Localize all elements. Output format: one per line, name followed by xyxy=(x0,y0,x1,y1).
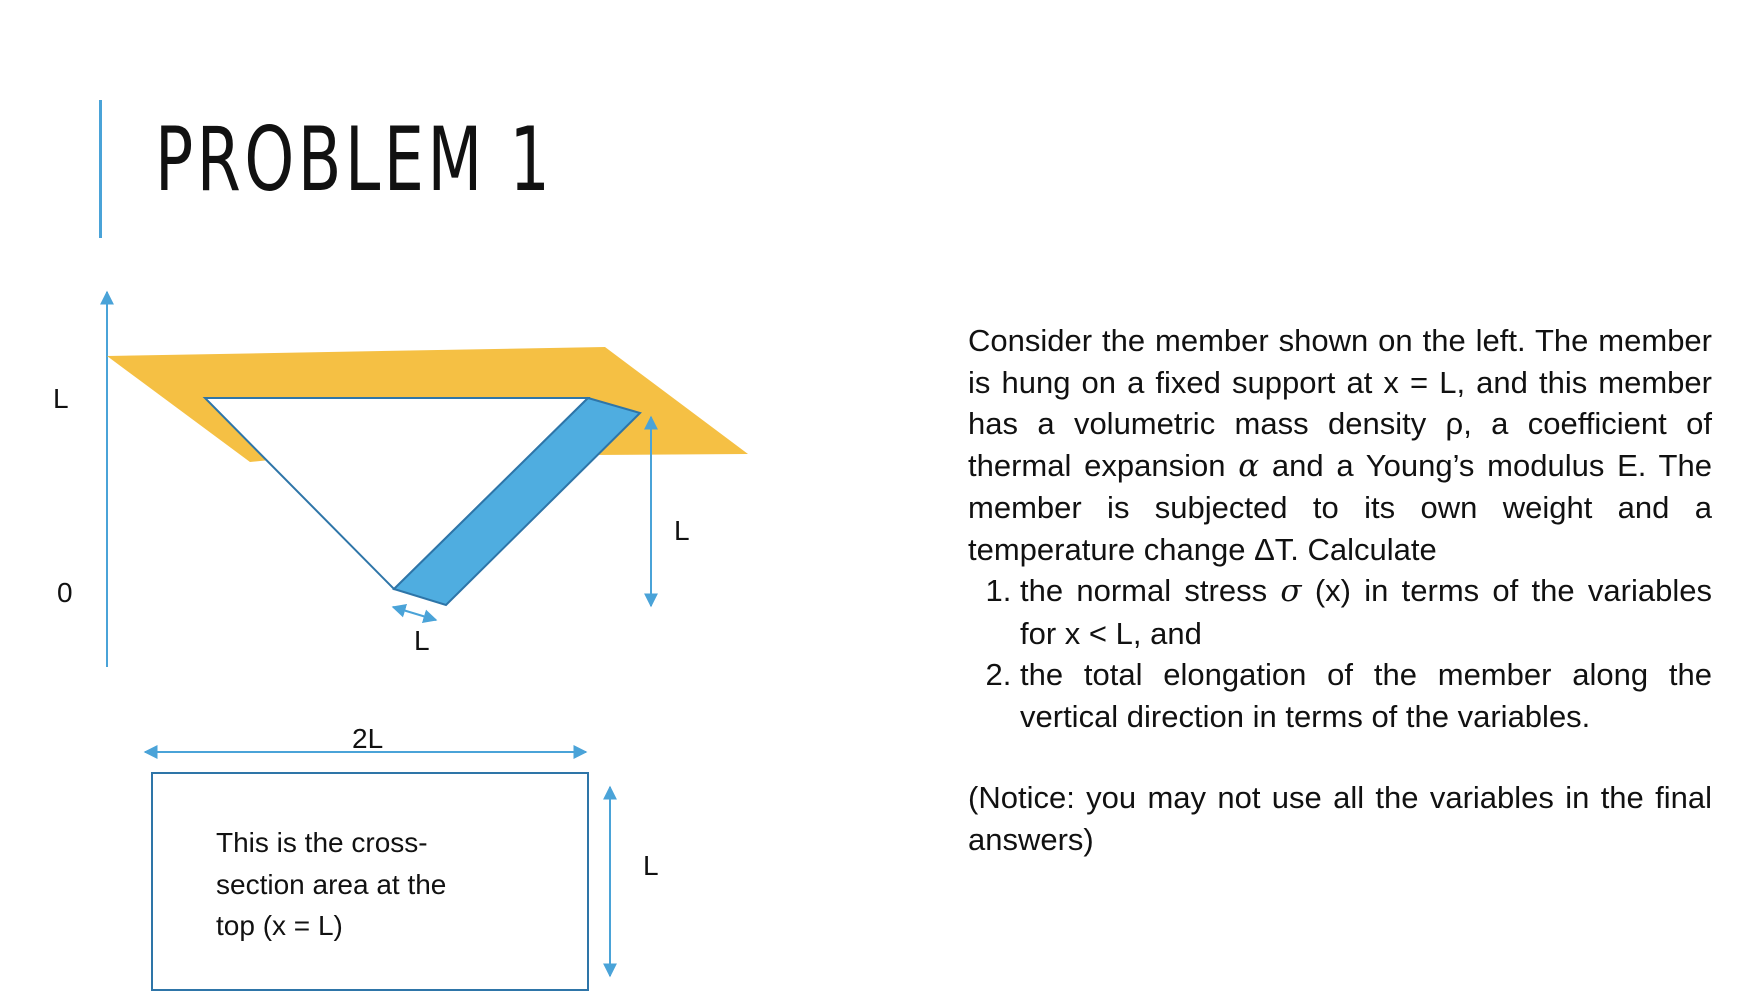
height-dimension-label: L xyxy=(674,515,690,546)
problem-intro-continued: and a Young’s modulus E. The member is subjected to its own weight and a temperature change ΔT. Calculate xyxy=(968,447,1712,567)
notice-text: (Notice: you may not use all the variables in the final answers) xyxy=(968,780,1712,857)
x-variable: (x) xyxy=(1314,573,1351,608)
task-list xyxy=(968,570,1712,737)
cross-section-text-line-2: section area at the xyxy=(216,869,447,900)
cross-section-text-line-3: top (x = L) xyxy=(216,910,343,941)
alpha-symbol: α xyxy=(1238,447,1260,484)
task-item-2 xyxy=(1020,654,1712,737)
cross-section-text-line-1: This is the cross- xyxy=(216,827,428,858)
task-2-text: the total elongation of the member along the vertical direction in terms of the variables. xyxy=(1020,657,1712,734)
thickness-dimension-label: L xyxy=(414,625,430,656)
axis-label-bottom: 0 xyxy=(57,577,73,608)
task-1-after: in terms of the variables for x < L, and xyxy=(1020,573,1712,651)
problem-intro-text: Consider the member shown on the left. The member is hung on a fixed support at x = L, and this member has a volumetric mass density ρ, a coefficient of thermal expansion xyxy=(968,323,1712,483)
axis-label-top: L xyxy=(53,383,69,414)
task-1-before: the normal stress xyxy=(1020,573,1268,608)
thickness-dimension-arrow xyxy=(393,607,436,620)
task-item-1 xyxy=(1020,570,1712,654)
width-dimension-label: 2L xyxy=(352,723,384,754)
sigma-symbol: σ xyxy=(1280,573,1302,609)
cross-section-height-label: L xyxy=(643,850,659,881)
slide-title: PROBLEM 1 xyxy=(155,108,554,211)
problem-statement xyxy=(968,320,1712,860)
problem-intro xyxy=(968,320,1712,570)
